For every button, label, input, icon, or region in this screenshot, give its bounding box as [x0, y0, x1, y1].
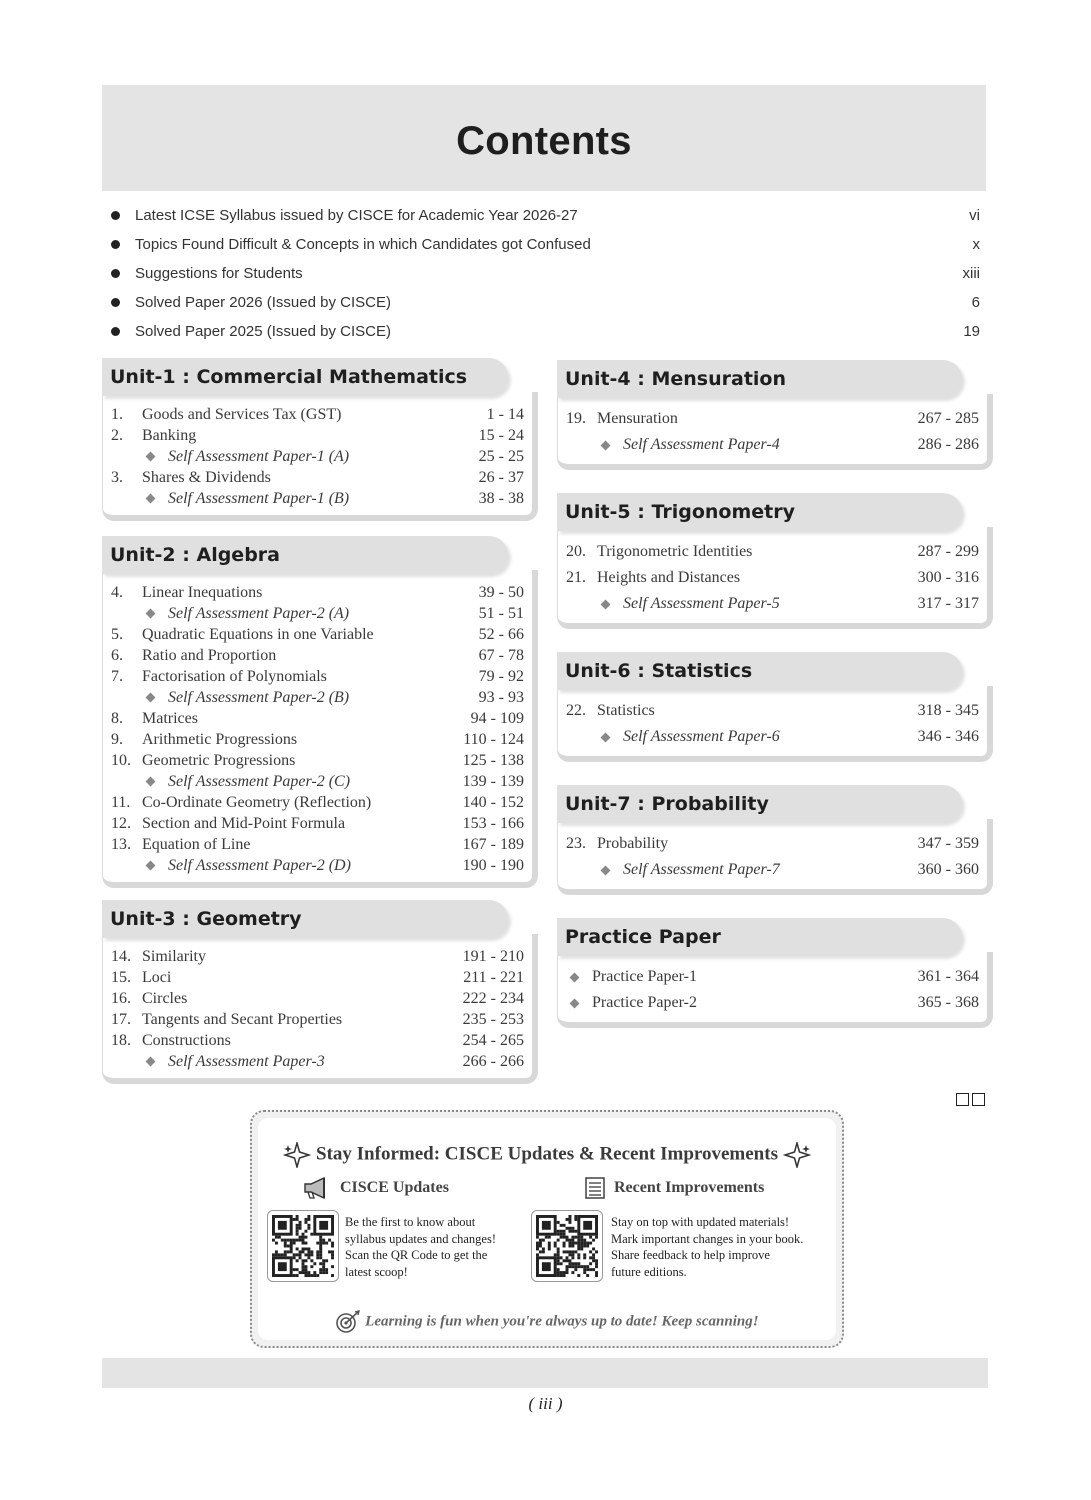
info-box-footer: Learning is fun when you're always up to date! Keep scanning! — [365, 1313, 759, 1330]
toc-entry-pages: 25 - 25 — [478, 447, 524, 465]
diamond-bullet-icon — [146, 609, 156, 619]
toc-entry[interactable] — [111, 729, 524, 750]
toc-entry-text: Goods and Services Tax (GST) — [142, 405, 342, 423]
recent-improvements-text: Stay on top with updated materials! Mark important changes in your book. Share feedback to help improve future editions. — [611, 1215, 804, 1279]
diamond-bullet-icon — [146, 452, 156, 462]
toc-entry[interactable] — [111, 582, 524, 603]
toc-entry[interactable] — [566, 831, 979, 857]
toc-entry-title — [142, 948, 432, 966]
toc-entry-number: 7. — [111, 667, 123, 685]
toc-entry-title — [142, 836, 432, 854]
unit-3-heading: Unit-3 : Geometry — [102, 900, 508, 938]
diamond-bullet-icon — [570, 972, 580, 982]
toc-entry-text: Self Assessment Paper-1 (A) — [168, 447, 350, 465]
toc-entry-text: Self Assessment Paper-2 (A) — [168, 604, 350, 622]
toc-entry-text: Practice Paper-1 — [592, 968, 697, 985]
toc-entry[interactable] — [566, 565, 979, 591]
toc-entry-number: 17. — [111, 1010, 131, 1028]
recent-improvements-qr-code[interactable] — [531, 1210, 603, 1282]
toc-entry-title — [597, 702, 887, 720]
toc-entry-title — [142, 990, 432, 1008]
toc-entry-number: 4. — [111, 583, 123, 601]
diamond-bullet-icon — [570, 998, 580, 1008]
toc-entry[interactable] — [566, 406, 979, 432]
toc-entry-title — [142, 710, 432, 728]
unit-7-section — [557, 785, 993, 895]
toc-entry[interactable] — [111, 624, 524, 645]
toc-entry-number: 16. — [111, 989, 131, 1007]
unit-2-section — [102, 536, 538, 888]
toc-entry[interactable] — [566, 432, 979, 458]
toc-entry[interactable] — [111, 645, 524, 666]
unit-6-heading: Unit-6 : Statistics — [557, 652, 962, 690]
toc-entry-number: 1. — [111, 405, 123, 423]
unit-5-section — [557, 493, 993, 629]
toc-entry-text: Self Assessment Paper-4 — [623, 436, 780, 453]
bullet-icon — [111, 269, 120, 278]
toc-entry[interactable] — [566, 724, 979, 750]
toc-entry-pages: 52 - 66 — [478, 625, 524, 643]
toc-entry-text: Self Assessment Paper-2 (D) — [168, 856, 351, 874]
bottom-band — [102, 1358, 988, 1388]
toc-entry[interactable] — [111, 988, 524, 1009]
toc-entry-title — [142, 427, 432, 445]
unit-3-section — [102, 900, 538, 1084]
info-box-title: Stay Informed: CISCE Updates & Recent Improvements — [316, 1143, 778, 1165]
unit-5-entries — [557, 527, 993, 629]
toc-entry-text: Self Assessment Paper-7 — [623, 861, 780, 878]
practice-paper-heading: Practice Paper — [557, 918, 962, 956]
toc-entry[interactable] — [566, 964, 979, 990]
toc-entry[interactable] — [111, 1009, 524, 1030]
toc-entry-number: 23. — [566, 835, 586, 852]
toc-entry-pages: 39 - 50 — [478, 583, 524, 601]
unit-7-heading: Unit-7 : Probability — [557, 785, 962, 823]
bullet-icon — [111, 211, 120, 220]
toc-entry-pages: 153 - 166 — [462, 814, 524, 832]
toc-entry-title — [142, 1011, 432, 1029]
toc-entry-title — [597, 835, 887, 853]
page-title: Contents — [456, 118, 632, 163]
toc-entry-pages: 190 - 190 — [462, 856, 524, 874]
toc-entry[interactable] — [566, 857, 979, 883]
toc-entry-number: 14. — [111, 947, 131, 965]
toc-entry-number: 10. — [111, 751, 131, 769]
toc-entry[interactable] — [111, 488, 524, 509]
page-number: ( iii ) — [528, 1394, 563, 1413]
unit-2-heading: Unit-2 : Algebra — [102, 536, 508, 574]
toc-entry-title — [142, 752, 432, 770]
toc-entry-title — [597, 410, 887, 428]
list-icon — [584, 1176, 606, 1200]
toc-entry-pages: 38 - 38 — [478, 489, 524, 507]
prelim-item[interactable]: Solved Paper 2025 (Issued by CISCE) 19 — [110, 317, 980, 346]
prelim-item[interactable]: Solved Paper 2026 (Issued by CISCE) 6 — [110, 288, 980, 317]
toc-entry[interactable] — [566, 591, 979, 617]
toc-entry-title — [142, 448, 432, 466]
toc-entry-pages: 361 - 364 — [917, 968, 979, 985]
bullet-icon — [111, 298, 120, 307]
unit-3-entries — [102, 934, 538, 1084]
toc-entry-number: 13. — [111, 835, 131, 853]
toc-entry-text: Factorisation of Polynomials — [142, 667, 327, 685]
toc-entry-title — [566, 968, 887, 986]
toc-entry[interactable] — [566, 539, 979, 565]
toc-entry-pages: 67 - 78 — [478, 646, 524, 664]
toc-entry-text: Mensuration — [597, 410, 678, 427]
toc-entry-text: Tangents and Secant Properties — [142, 1010, 343, 1028]
toc-entry-text: Shares & Dividends — [142, 468, 271, 486]
unit-2-entries — [102, 570, 538, 888]
diamond-bullet-icon — [601, 440, 611, 450]
toc-entry-number: 8. — [111, 709, 123, 727]
toc-entry-pages: 140 - 152 — [462, 793, 524, 811]
toc-entry-text: Circles — [142, 989, 188, 1007]
toc-entry-pages: 79 - 92 — [478, 667, 524, 685]
toc-entry-number: 21. — [566, 569, 586, 586]
recent-improvements-heading: Recent Improvements — [614, 1179, 765, 1196]
toc-entry-pages: 110 - 124 — [463, 730, 524, 748]
toc-entry-text: Self Assessment Paper-2 (C) — [168, 772, 351, 790]
toc-entry-pages: 139 - 139 — [462, 772, 524, 790]
toc-entry[interactable] — [111, 467, 524, 488]
toc-entry-text: Section and Mid-Point Formula — [142, 814, 346, 832]
cisce-updates-text: Be the first to know about syllabus updates and changes! Scan the QR Code to get the latest scoop! — [345, 1215, 497, 1279]
toc-entry-title — [142, 647, 432, 665]
toc-entry-title — [142, 857, 432, 875]
unit-6-entries — [557, 686, 993, 762]
toc-entry-number: 18. — [111, 1031, 131, 1049]
toc-entry-pages: 1 - 14 — [486, 405, 524, 423]
toc-entry-text: Similarity — [142, 947, 206, 965]
toc-entry-title — [142, 969, 432, 987]
toc-entry-number: 19. — [566, 410, 586, 427]
toc-entry[interactable] — [111, 855, 524, 876]
toc-entry-pages: 15 - 24 — [478, 426, 524, 444]
prelim-item[interactable]: Topics Found Difficult & Concepts in which Candidates got Confused x — [110, 230, 980, 259]
toc-entry-title — [597, 861, 887, 879]
toc-entry-number: 11. — [111, 793, 131, 811]
toc-entry-title — [142, 773, 432, 791]
toc-entry[interactable] — [111, 1051, 524, 1072]
toc-entry-number: 6. — [111, 646, 123, 664]
toc-entry-title — [142, 626, 432, 644]
toc-entry-text: Co-Ordinate Geometry (Reflection) — [142, 793, 372, 811]
prelims-list — [110, 201, 980, 346]
prelim-item[interactable]: Latest ICSE Syllabus issued by CISCE for Academic Year 2026-27 vi — [110, 201, 980, 230]
cisce-updates-qr-code[interactable] — [267, 1210, 339, 1282]
toc-entry[interactable] — [111, 603, 524, 624]
toc-entry-pages: 125 - 138 — [462, 751, 524, 769]
toc-entry-text: Matrices — [142, 709, 198, 727]
toc-entry[interactable] — [111, 708, 524, 729]
toc-entry[interactable] — [111, 1030, 524, 1051]
unit-4-heading: Unit-4 : Mensuration — [557, 360, 962, 398]
toc-entry-text: Geometric Progressions — [142, 751, 296, 769]
unit-5-heading: Unit-5 : Trigonometry — [557, 493, 962, 531]
toc-entry-text: Loci — [142, 968, 172, 986]
toc-entry-text: Heights and Distances — [597, 569, 741, 586]
toc-entry-text: Self Assessment Paper-3 — [168, 1052, 325, 1070]
sparkle-icon — [283, 1142, 311, 1168]
unit-6-section — [557, 652, 993, 762]
diamond-bullet-icon — [146, 494, 156, 504]
toc-entry-text: Self Assessment Paper-5 — [623, 595, 780, 612]
toc-entry-title — [566, 994, 887, 1012]
toc-entry-pages: 254 - 265 — [462, 1031, 524, 1049]
end-marker-icon — [956, 1093, 985, 1106]
unit-1-heading: Unit-1 : Commercial Mathematics — [102, 358, 508, 396]
toc-entry-text: Quadratic Equations in one Variable — [142, 625, 374, 643]
toc-entry-title — [142, 794, 432, 812]
toc-entry-title — [142, 668, 432, 686]
toc-entry-pages: 191 - 210 — [462, 947, 524, 965]
toc-entry[interactable] — [111, 967, 524, 988]
target-icon — [335, 1310, 361, 1334]
diamond-bullet-icon — [146, 861, 156, 871]
diamond-bullet-icon — [601, 599, 611, 609]
toc-entry-title — [142, 1053, 432, 1071]
toc-entry[interactable] — [566, 698, 979, 724]
toc-entry-pages: 26 - 37 — [478, 468, 524, 486]
toc-entry-pages: 94 - 109 — [470, 709, 524, 727]
toc-entry-pages: 317 - 317 — [917, 595, 979, 612]
toc-entry-text: Ratio and Proportion — [142, 646, 277, 664]
toc-entry-title — [142, 605, 432, 623]
toc-entry-pages: 167 - 189 — [462, 835, 524, 853]
toc-entry-text: Self Assessment Paper-2 (B) — [168, 688, 350, 706]
toc-entry-pages: 286 - 286 — [917, 436, 979, 453]
prelim-item[interactable]: Suggestions for Students xiii — [110, 259, 980, 288]
toc-entry-pages: 211 - 221 — [463, 968, 524, 986]
toc-entry-number: 3. — [111, 468, 123, 486]
diamond-bullet-icon — [146, 1057, 156, 1067]
toc-entry[interactable] — [111, 446, 524, 467]
toc-entry-number: 12. — [111, 814, 131, 832]
toc-entry-title — [142, 689, 432, 707]
toc-entry[interactable] — [111, 834, 524, 855]
toc-entry-text: Practice Paper-2 — [592, 994, 697, 1011]
title-band — [102, 85, 986, 191]
toc-entry[interactable] — [111, 771, 524, 792]
info-box — [250, 1110, 844, 1348]
sparkle-icon — [783, 1142, 811, 1168]
toc-entry-title — [142, 731, 432, 749]
toc-entry[interactable] — [111, 813, 524, 834]
practice-paper-section — [557, 918, 993, 1028]
toc-entry-pages: 346 - 346 — [917, 728, 979, 745]
toc-entry-title — [142, 584, 432, 602]
toc-entry-pages: 235 - 253 — [462, 1010, 524, 1028]
toc-entry-pages: 365 - 368 — [917, 994, 979, 1011]
toc-entry-text: Banking — [142, 426, 197, 444]
toc-entry-number: 9. — [111, 730, 123, 748]
toc-entry-number: 2. — [111, 426, 123, 444]
toc-entry-title — [597, 543, 887, 561]
toc-entry[interactable] — [111, 404, 524, 425]
toc-entry-text: Probability — [597, 835, 669, 852]
unit-4-entries — [557, 394, 993, 470]
diamond-bullet-icon — [601, 865, 611, 875]
toc-entry-text: Arithmetic Progressions — [142, 730, 298, 748]
toc-entry[interactable] — [111, 750, 524, 771]
toc-entry-title — [142, 490, 432, 508]
megaphone-icon — [302, 1176, 332, 1200]
toc-entry-number: 15. — [111, 968, 131, 986]
toc-entry-title — [597, 728, 887, 746]
toc-entry-title — [142, 1032, 432, 1050]
toc-entry-text: Linear Inequations — [142, 583, 263, 601]
toc-entry[interactable] — [111, 792, 524, 813]
toc-entry-pages: 347 - 359 — [917, 835, 979, 852]
toc-entry-text: Statistics — [597, 702, 655, 719]
toc-entry-pages: 318 - 345 — [917, 702, 979, 719]
toc-entry-text: Equation of Line — [142, 835, 251, 853]
toc-entry-pages: 266 - 266 — [462, 1052, 524, 1070]
toc-entry-text: Constructions — [142, 1031, 231, 1049]
toc-entry-title — [597, 595, 887, 613]
toc-entry-pages: 51 - 51 — [478, 604, 524, 622]
toc-entry-number: 5. — [111, 625, 123, 643]
bullet-icon — [111, 327, 120, 336]
toc-entry-number: 22. — [566, 702, 586, 719]
toc-entry-number: 20. — [566, 543, 586, 560]
practice-paper-entries — [557, 952, 993, 1028]
toc-entry-title — [597, 569, 887, 587]
bullet-icon — [111, 240, 120, 249]
diamond-bullet-icon — [146, 693, 156, 703]
toc-entry[interactable] — [111, 425, 524, 446]
diamond-bullet-icon — [601, 732, 611, 742]
toc-entry-pages: 300 - 316 — [917, 569, 979, 586]
toc-entry-text: Self Assessment Paper-6 — [623, 728, 780, 745]
toc-entry-pages: 287 - 299 — [917, 543, 979, 560]
toc-entry[interactable] — [566, 990, 979, 1016]
toc-entry-title — [142, 469, 432, 487]
cisce-updates-heading: CISCE Updates — [340, 1179, 449, 1196]
toc-entry-title — [142, 815, 432, 833]
toc-entry-pages: 222 - 234 — [462, 989, 524, 1007]
unit-4-section — [557, 360, 993, 470]
toc-entry-text: Self Assessment Paper-1 (B) — [168, 489, 350, 507]
diamond-bullet-icon — [146, 777, 156, 787]
toc-entry-title — [142, 406, 432, 424]
unit-1-entries — [102, 392, 538, 521]
toc-entry-pages: 360 - 360 — [917, 861, 979, 878]
toc-entry[interactable] — [111, 946, 524, 967]
toc-entry-pages: 267 - 285 — [917, 410, 979, 427]
toc-entry-text: Trigonometric Identities — [597, 543, 753, 560]
toc-entry[interactable] — [111, 687, 524, 708]
unit-7-entries — [557, 819, 993, 895]
toc-entry-title — [597, 436, 887, 454]
unit-1-section — [102, 358, 538, 521]
toc-entry[interactable] — [111, 666, 524, 687]
toc-entry-pages: 93 - 93 — [478, 688, 524, 706]
